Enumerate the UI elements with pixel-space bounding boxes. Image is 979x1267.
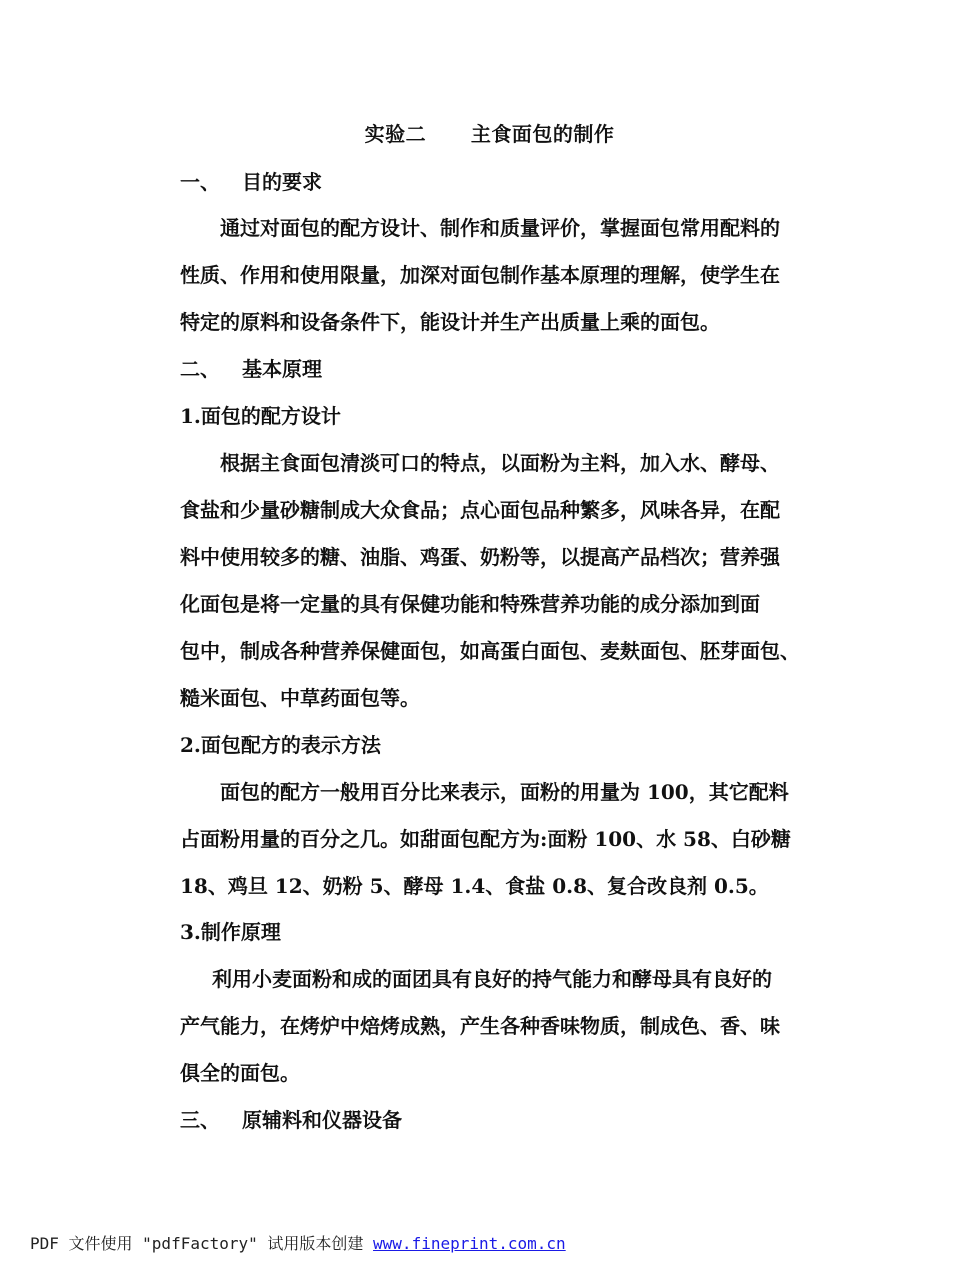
section-label: 基本原理 bbox=[242, 357, 322, 381]
design-line: 化面包是将一定量的具有保健功能和特殊营养功能的成分添加到面 bbox=[180, 592, 760, 616]
principle-line: 利用小麦面粉和成的面团具有良好的持气能力和酵母具有良好的 bbox=[212, 967, 772, 991]
pdf-footer bbox=[30, 1231, 566, 1254]
principle-line: 俱全的面包。 bbox=[180, 1061, 300, 1085]
design-line: 糙米面包、中草药面包等。 bbox=[180, 686, 420, 710]
purpose-line: 通过对面包的配方设计、制作和质量评价，掌握面包常用配料的 bbox=[220, 216, 780, 240]
formula-line: 面包的配方一般用百分比来表示，面粉的用量为 100，其它配料 bbox=[220, 780, 789, 804]
section-label: 原辅料和仪器设备 bbox=[242, 1108, 402, 1132]
subsection-heading: 3.制作原理 bbox=[180, 920, 281, 944]
subsection-heading: 2.面包配方的表示方法 bbox=[180, 733, 381, 757]
formula-line: 占面粉用量的百分之几。如甜面包配方为:面粉 100、水 58、白砂糖 bbox=[180, 827, 791, 851]
section-heading-materials bbox=[180, 1106, 810, 1134]
section-heading-purpose bbox=[180, 168, 810, 196]
design-line: 食盐和少量砂糖制成大众食品；点心面包品种繁多，风味各异，在配 bbox=[180, 498, 780, 522]
purpose-line: 性质、作用和使用限量，加深对面包制作基本原理的理解，使学生在 bbox=[180, 263, 780, 287]
page-title: 实验二 主食面包的制作 bbox=[364, 122, 615, 146]
section-number: 二、 bbox=[180, 357, 220, 381]
subsection-heading: 1.面包的配方设计 bbox=[180, 404, 341, 428]
purpose-line: 特定的原料和设备条件下，能设计并生产出质量上乘的面包。 bbox=[180, 310, 720, 334]
section-heading-principle bbox=[180, 355, 810, 383]
section-label: 目的要求 bbox=[242, 170, 322, 194]
principle-line: 产气能力，在烤炉中焙烤成熟，产生各种香味物质，制成色、香、味 bbox=[180, 1014, 780, 1038]
section-number: 三、 bbox=[180, 1108, 220, 1132]
design-line: 包中，制成各种营养保健面包，如高蛋白面包、麦麸面包、胚芽面包、 bbox=[180, 639, 800, 663]
footer-link[interactable]: www.fineprint.com.cn bbox=[373, 1234, 566, 1253]
formula-line: 18、鸡旦 12、奶粉 5、酵母 1.4、食盐 0.8、复合改良剂 0.5。 bbox=[180, 874, 769, 898]
design-line: 料中使用较多的糖、油脂、鸡蛋、奶粉等，以提高产品档次；营养强 bbox=[180, 545, 780, 569]
footer-text: PDF 文件使用 "pdfFactory" 试用版本创建 bbox=[30, 1234, 374, 1253]
design-line: 根据主食面包清淡可口的特点，以面粉为主料，加入水、酵母、 bbox=[220, 451, 780, 475]
section-number: 一、 bbox=[180, 170, 220, 194]
